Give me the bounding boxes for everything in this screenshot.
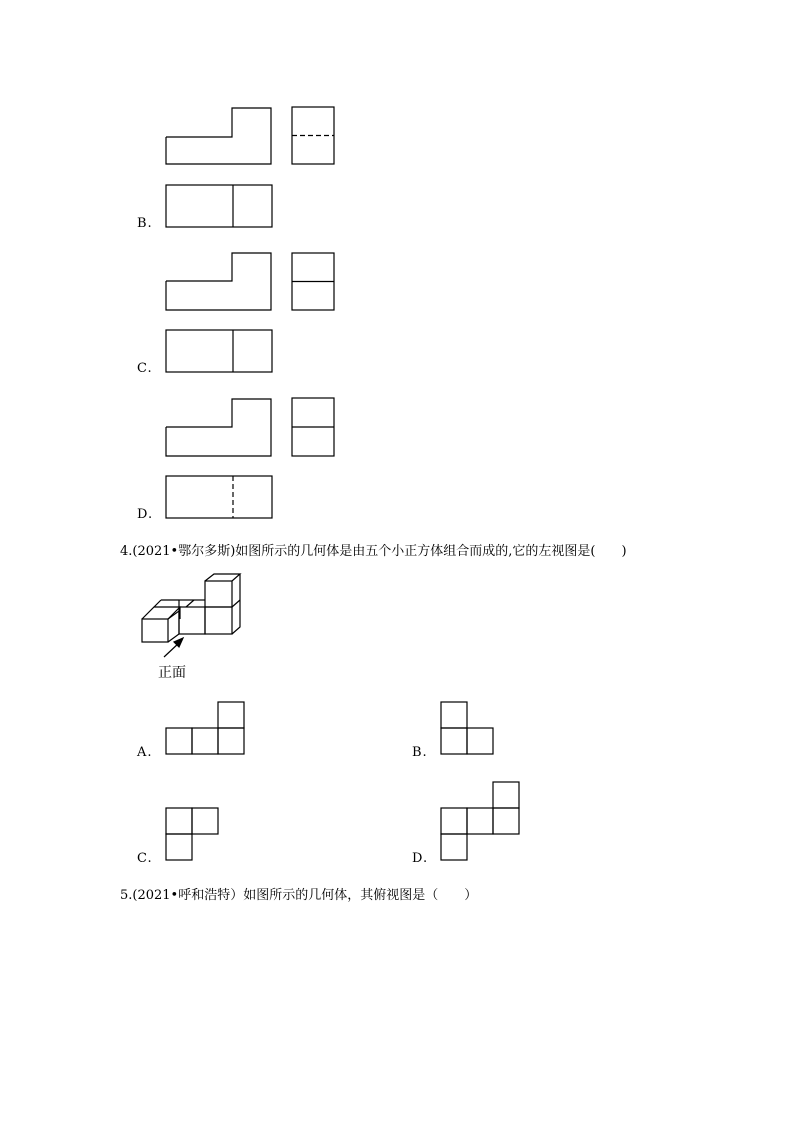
- q4-figure-caption: 正面: [158, 665, 186, 681]
- q4-option-b-view: [436, 696, 506, 761]
- q3-option-d-front-view: [160, 392, 280, 462]
- q3-option-c-top-view: [160, 325, 280, 380]
- q4-solid-figure: [136, 570, 251, 680]
- q3-option-d-label[interactable]: D.: [137, 507, 154, 522]
- q5-number: 5.: [120, 888, 133, 903]
- q4-text: (2021•鄂尔多斯)如图所示的几何体是由五个小正方体组合而成的,它的左视图是( ): [132, 544, 627, 559]
- q4-option-b-label[interactable]: B.: [412, 745, 428, 760]
- q5-text: (2021•呼和浩特）如图所示的几何体，其俯视图是（ ）: [132, 888, 478, 903]
- q4-option-a-view: [160, 696, 255, 761]
- q3-option-d-top-view: [160, 470, 280, 525]
- q3-option-d-side-view: [287, 392, 342, 462]
- q3-option-c-side-view: [287, 246, 342, 316]
- q5-stem: [120, 884, 477, 903]
- q3-option-b-top-view: [160, 180, 280, 235]
- q3-option-c-front-view: [160, 246, 280, 316]
- q4-option-c-view: [160, 802, 230, 867]
- q4-stem: [120, 540, 627, 559]
- q3-option-c-label[interactable]: C.: [137, 361, 153, 376]
- q4-option-d-view: [436, 778, 531, 868]
- q3-option-a-side-view: [287, 100, 342, 170]
- q3-option-b-label[interactable]: B.: [137, 216, 153, 231]
- q4-option-a-label[interactable]: A.: [137, 745, 153, 760]
- q4-number: 4.: [120, 544, 133, 559]
- q3-option-a-front-view: [160, 100, 280, 170]
- q4-option-d-label[interactable]: D.: [412, 851, 429, 866]
- q4-option-c-label[interactable]: C.: [137, 851, 153, 866]
